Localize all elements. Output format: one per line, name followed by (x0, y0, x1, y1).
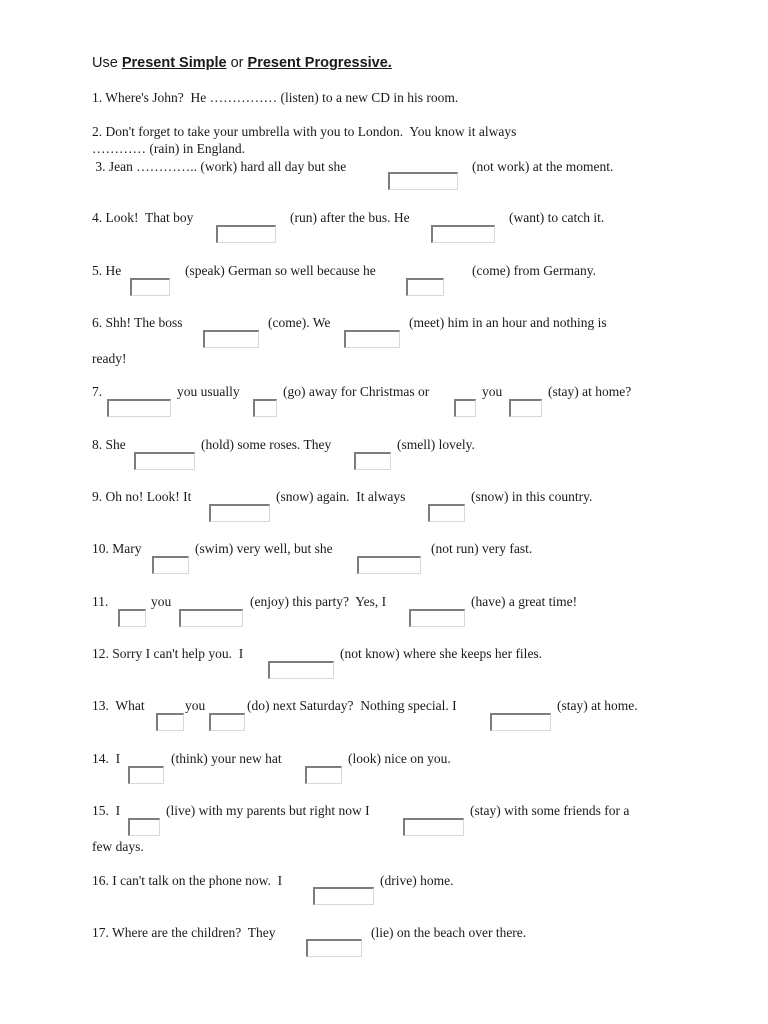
answer-box-q4-1[interactable] (216, 225, 276, 243)
question-4-text-3: (want) to catch it. (509, 210, 605, 225)
answer-box-q14-2[interactable] (305, 766, 342, 784)
answer-box-q11-1[interactable] (118, 609, 146, 627)
question-8-text-2: (hold) some roses. They (201, 437, 332, 452)
question-13-text-3: (do) next Saturday? Nothing special. I (247, 698, 457, 713)
answer-box-q9-2[interactable] (428, 504, 465, 522)
question-14-text-1: 14. I (92, 751, 121, 766)
question-8-text-3: (smell) lovely. (397, 437, 475, 452)
question-11-text-3: (have) a great time! (471, 594, 578, 609)
question-11-text-2: (enjoy) this party? Yes, I (250, 594, 387, 609)
question-15-text-1: 15. I (92, 803, 121, 818)
question-14-text-2: (think) your new hat (171, 751, 282, 766)
answer-box-q8-1[interactable] (134, 452, 195, 470)
question-7-text-2: (go) away for Christmas or (283, 384, 430, 399)
answer-box-q5-2[interactable] (406, 278, 444, 296)
question-10-text-1: 10. Mary (92, 541, 142, 556)
question-9-text-1: 9. Oh no! Look! It (92, 489, 192, 504)
answer-box-q7-4[interactable] (509, 399, 542, 417)
question-7-text-4: (stay) at home? (548, 384, 632, 399)
answer-box-q14-1[interactable] (128, 766, 164, 784)
question-13-text-2: you (185, 698, 206, 713)
question-15-text-4: few days. (92, 839, 144, 854)
question-17-text-2: (lie) on the beach over there. (371, 925, 527, 940)
answer-box-q6-2[interactable] (344, 330, 400, 348)
answer-box-q8-2[interactable] (354, 452, 391, 470)
answer-box-q16[interactable] (313, 887, 374, 905)
question-7-text-1: you usually (177, 384, 240, 399)
answer-box-q3[interactable] (388, 172, 458, 190)
question-6-text-2: (come). We (268, 315, 331, 330)
question-12-text-1: 12. Sorry I can't help you. I (92, 646, 244, 661)
question-6-text-3: (meet) him in an hour and nothing is (409, 315, 607, 330)
answer-box-q13-1[interactable] (156, 713, 184, 731)
question-16-text-1: 16. I can't talk on the phone now. I (92, 873, 283, 888)
answer-box-q17[interactable] (306, 939, 362, 957)
title-present-simple: Present Simple (121, 55, 227, 71)
answer-box-q5-1[interactable] (130, 278, 170, 296)
question-5-text-1: 5. He (92, 263, 122, 278)
answer-box-q13-2[interactable] (209, 713, 245, 731)
question-11-number: 11. (92, 594, 109, 609)
question-1: 1. Where's John? He …………… (listen) to a new CD in his room. (92, 90, 459, 105)
question-7-number: 7. (92, 384, 103, 399)
answer-box-q7-1[interactable] (107, 399, 171, 417)
question-10-text-3: (not run) very fast. (431, 541, 533, 556)
question-15-text-3: (stay) with some friends for a (470, 803, 630, 818)
question-9-text-3: (snow) in this country. (471, 489, 593, 504)
answer-box-q13-3[interactable] (490, 713, 551, 731)
title-prefix: Use (92, 55, 122, 71)
question-3-text-2: (not work) at the moment. (472, 159, 614, 174)
answer-box-q10-1[interactable] (152, 556, 189, 574)
title-present-progressive: Present Progressive. (247, 55, 392, 71)
answer-box-q15-2[interactable] (403, 818, 464, 836)
answer-box-q4-2[interactable] (431, 225, 495, 243)
question-8-text-1: 8. She (92, 437, 126, 452)
answer-box-q15-1[interactable] (128, 818, 160, 836)
answer-box-q6-1[interactable] (203, 330, 259, 348)
question-15-text-2: (live) with my parents but right now I (166, 803, 370, 818)
question-12-text-2: (not know) where she keeps her files. (340, 646, 543, 661)
question-4-text-1: 4. Look! That boy (92, 210, 194, 225)
question-6-text-4: ready! (92, 351, 127, 366)
answer-box-q11-3[interactable] (409, 609, 465, 627)
question-5-text-2: (speak) German so well because he (185, 263, 376, 278)
question-13-text-4: (stay) at home. (557, 698, 638, 713)
question-3-text-1: 3. Jean ………….. (work) hard all day but she (92, 159, 347, 174)
question-16-text-2: (drive) home. (380, 873, 454, 888)
answer-box-q11-2[interactable] (179, 609, 243, 627)
question-10-text-2: (swim) very well, but she (195, 541, 333, 556)
question-6-text-1: 6. Shh! The boss (92, 315, 183, 330)
question-13-text-1: 13. What (92, 698, 145, 713)
question-11-text-1: you (151, 594, 172, 609)
title-or: or (226, 55, 248, 71)
answer-box-q7-2[interactable] (253, 399, 277, 417)
answer-box-q10-2[interactable] (357, 556, 421, 574)
question-4-text-2: (run) after the bus. He (290, 210, 410, 225)
answer-box-q7-3[interactable] (454, 399, 476, 417)
question-14-text-3: (look) nice on you. (348, 751, 451, 766)
question-5-text-3: (come) from Germany. (472, 263, 596, 278)
question-7-text-3: you (482, 384, 503, 399)
worksheet-instructions (92, 55, 392, 71)
question-17-text-1: 17. Where are the children? They (92, 925, 276, 940)
question-2-line-1: 2. Don't forget to take your umbrella with you to London. You know it always (92, 124, 517, 139)
question-9-text-2: (snow) again. It always (276, 489, 406, 504)
answer-box-q12[interactable] (268, 661, 334, 679)
answer-box-q9-1[interactable] (209, 504, 270, 522)
question-2-line-2: ………… (rain) in England. (92, 141, 245, 156)
